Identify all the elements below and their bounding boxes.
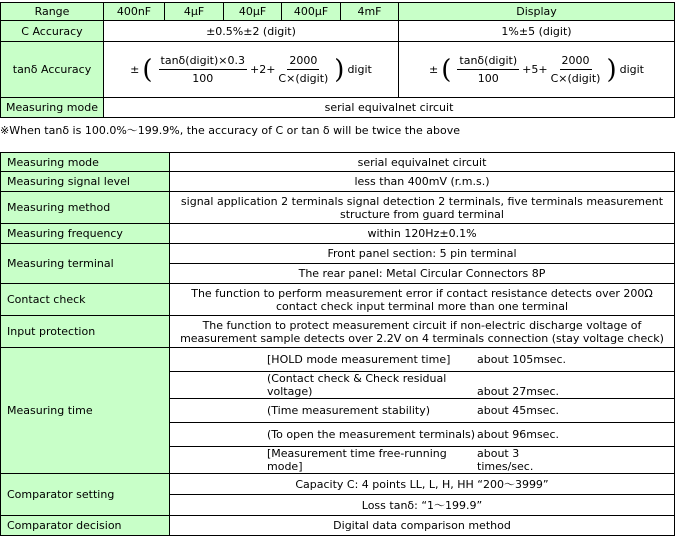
fraction-denominator: 100 [477,72,499,85]
header-40uf: 40μF [224,3,282,21]
formula [130,54,372,85]
fraction-denominator: 100 [192,72,214,85]
fraction [159,54,247,85]
fraction-numerator: 2000 [560,54,592,70]
fraction-denominator: C×(digit) [278,72,329,85]
left-paren: ( [441,54,452,85]
spec-value-contact-check: The function to perform measurement error if contact resistance detects over 200Ω contact check input terminal more than one terminal [170,284,675,316]
header-400uf: 400μF [282,3,341,21]
spec-value-measuring-terminal-rear: The rear panel: Metal Circular Connectors 8P [170,264,675,284]
spec-row [1,244,675,264]
formula [429,54,644,85]
formula-suffix: digit [347,63,372,76]
spec-label-measuring-method: Measuring method [1,192,170,224]
spec-value-comparator-loss: Loss tanδ: “1〜199.9” [170,495,675,516]
measuring-mode-value: serial equivalnet circuit [104,98,675,118]
spec-value-comparator-capacity: Capacity C: 4 points LL, L, H, HH “200〜3999” [170,474,675,495]
formula-suffix: digit [619,63,644,76]
c-accuracy-range-value: ±0.5%±2 (digit) [104,21,399,42]
c-accuracy-label: C Accuracy [1,21,104,42]
header-400nf: 400nF [104,3,165,21]
formula-middle: +5+ [522,63,548,76]
spec-row [1,316,675,348]
measuring-time-item: [Measurement time free-running mode]about 3 times/sec. [170,447,675,474]
right-paren: ) [334,54,345,85]
spec-value-measuring-method: signal application 2 terminals signal detection 2 terminals, five terminals measurement structure from guard terminal [170,192,675,224]
spec-row [1,284,675,316]
c-accuracy-display-value: 1%±5 (digit) [399,21,675,42]
header-4mf: 4mF [341,3,399,21]
spec-value-measuring-frequency: within 120Hz±0.1% [170,224,675,244]
spec-label-input-protection: Input protection [1,316,170,348]
formula-prefix: ± [130,63,140,76]
spec-label-measuring-frequency: Measuring frequency [1,224,170,244]
fraction [457,54,519,85]
header-range: Range [1,3,104,21]
measuring-time-item: (To open the measurement terminals) about 96msec. [170,423,675,447]
spec-row [1,192,675,224]
fraction-numerator: tanδ(digit)×0.3 [159,54,247,70]
formula-prefix: ± [429,63,439,76]
spec-value-measuring-terminal-front: Front panel section: 5 pin terminal [170,244,675,264]
spec-row [1,516,675,536]
fraction-denominator: C×(digit) [550,72,601,85]
fraction-numerator: tanδ(digit) [457,54,519,70]
left-paren: ( [142,54,153,85]
measuring-time-item: (Contact check & Check residual voltage) about 27msec. [170,372,675,399]
spec-value-signal-level: less than 400mV (r.m.s.) [170,172,675,192]
tan-accuracy-range-formula [104,42,399,98]
fraction [551,54,601,85]
spec-label-comparator-decision: Comparator decision [1,516,170,536]
fraction-numerator: 2000 [287,54,319,70]
tan-accuracy-display-formula [399,42,675,98]
spec-table [0,152,675,536]
tan-accuracy-label: tanδ Accuracy [1,42,104,98]
spec-row [1,153,675,172]
measuring-mode-row [1,98,675,118]
fraction [278,54,328,85]
measuring-mode-label: Measuring mode [1,98,104,118]
tan-accuracy-row [1,42,675,98]
accuracy-note: ※When tanδ is 100.0%〜199.9%, the accuracy of C or tan δ will be twice the above [0,124,461,137]
spec-row [1,348,675,372]
spec-label-measuring-terminal: Measuring terminal [1,244,170,284]
spec-row [1,224,675,244]
spec-label-measuring-time: Measuring time [1,348,170,474]
measuring-time-item: [HOLD mode measurement time] about 105msec. [170,348,675,372]
accuracy-header-row [1,3,675,21]
spec-label-measuring-mode: Measuring mode [1,153,170,172]
right-paren: ) [606,54,617,85]
spec-row [1,172,675,192]
header-4uf: 4μF [165,3,224,21]
spec-value-input-protection: The function to protect measurement circuit if non-electric discharge voltage of measurement sample detects over 2.2V on 4 terminals connection (stay voltage check) [170,316,675,348]
spec-value-comparator-decision: Digital data comparison method [170,516,675,536]
c-accuracy-row [1,21,675,42]
spec-label-comparator-setting: Comparator setting [1,474,170,516]
spec-value-measuring-mode: serial equivalnet circuit [170,153,675,172]
spec-label-signal-level: Measuring signal level [1,172,170,192]
formula-middle: +2+ [249,63,276,76]
measuring-time-item: (Time measurement stability) about 45msec. [170,399,675,423]
header-display: Display [399,3,675,21]
spec-label-contact-check: Contact check [1,284,170,316]
accuracy-table [0,2,675,118]
spec-row [1,474,675,495]
